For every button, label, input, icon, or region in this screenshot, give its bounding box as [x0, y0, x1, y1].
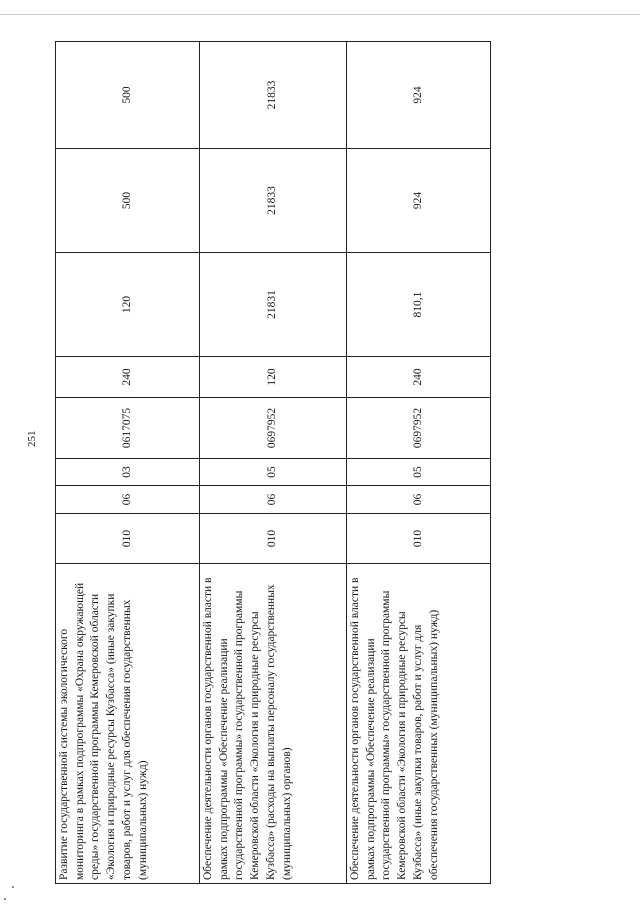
budget-table — [55, 41, 491, 884]
cell-value-3: 500 — [56, 42, 200, 149]
cell-value-1: 810,1 — [347, 253, 491, 357]
cell-description: Обеспечение деятельности органов государственной власти в рамках подпрограммы «Обеспечение реализации государственной программы» государственной программы Кемеровской области «Экология и природные ресурсы Кузбасса» (расходы на выплаты персоналу государственных (муниципальных) органов) — [200, 564, 347, 884]
cell-value-1: 120 — [56, 253, 200, 357]
cell-ministry: 010 — [347, 514, 491, 564]
cell-target: 0697952 — [200, 398, 347, 459]
cell-value-1: 21831 — [200, 253, 347, 357]
cell-subsection: 05 — [347, 459, 491, 486]
cell-subsection: 05 — [200, 459, 347, 486]
table-row — [200, 42, 347, 884]
cell-value-2: 924 — [347, 149, 491, 253]
cell-value-2: 21833 — [200, 149, 347, 253]
cell-section: 06 — [347, 486, 491, 514]
cell-description: Развитие государственной системы экологического мониторинга в рамках подпрограммы «Охрана окружающей среды» государственной программы Кемеровской области «Экология и природные ресурсы Кузбасса» (иные закупки товаров, работ и услуг для обеспечения государственных (муниципальных) нужд) — [56, 564, 200, 884]
cell-expense-type: 120 — [200, 357, 347, 398]
cell-target: 0617075 — [56, 398, 200, 459]
table-row — [56, 42, 200, 884]
table-row — [347, 42, 491, 884]
cell-ministry: 010 — [200, 514, 347, 564]
top-rule — [0, 14, 640, 15]
cell-value-3: 21833 — [200, 42, 347, 149]
cell-target: 0697952 — [347, 398, 491, 459]
scan-speck — [4, 898, 6, 900]
cell-section: 06 — [56, 486, 200, 514]
page-number: 251 — [26, 430, 38, 447]
cell-value-3: 924 — [347, 42, 491, 149]
cell-expense-type: 240 — [56, 357, 200, 398]
scan-speck — [12, 886, 14, 888]
cell-value-2: 500 — [56, 149, 200, 253]
cell-expense-type: 240 — [347, 357, 491, 398]
cell-ministry: 010 — [56, 514, 200, 564]
cell-subsection: 03 — [56, 459, 200, 486]
cell-section: 06 — [200, 486, 347, 514]
cell-description: Обеспечение деятельности органов государственной власти в рамках подпрограммы «Обеспечение реализации государственной программы» государственной программы Кемеровской области «Экология и природные ресурсы Кузбасса» (иные закупки товаров, работ и услуг для обеспечения государственных (муниципальных) нужд) — [347, 564, 491, 884]
rotated-table-container — [55, 42, 484, 884]
